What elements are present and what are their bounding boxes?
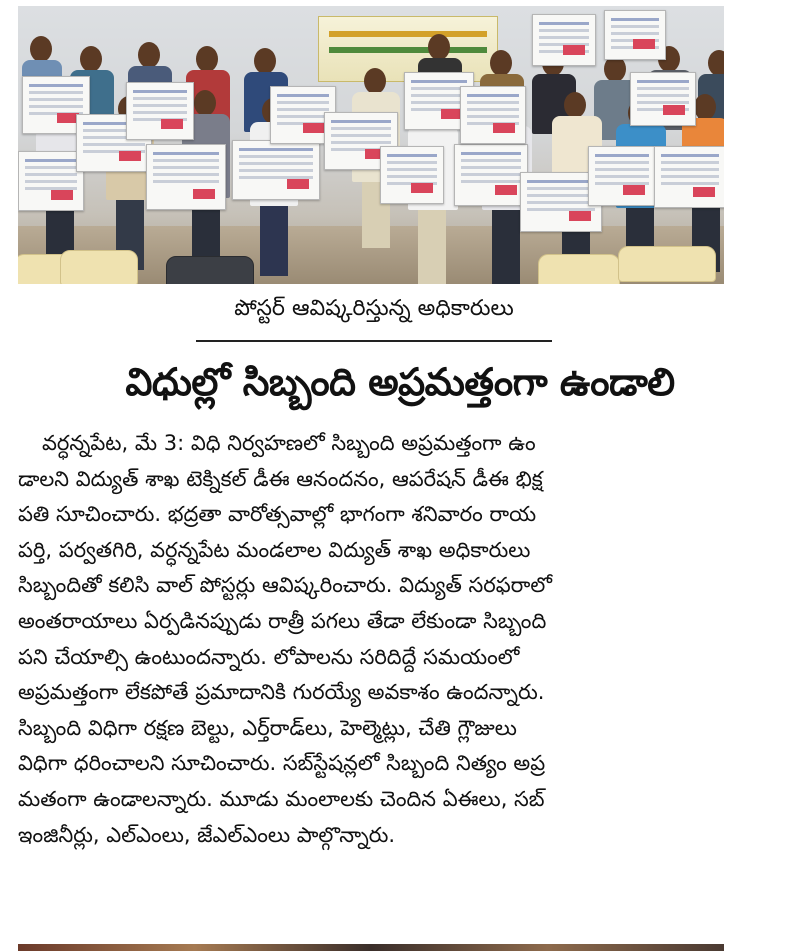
- photo-caption: పోస్టర్ ఆవిష్కరిస్తున్న అధికారులు: [234, 296, 514, 321]
- article-body: [18, 426, 730, 853]
- wall-poster: [460, 86, 526, 144]
- wall-poster: [588, 146, 656, 206]
- wall-poster: [532, 14, 596, 66]
- wall-poster: [454, 144, 528, 206]
- article-line: వర్ధన్నపేట, మే 3: విధి నిర్వహణలో సిబ్బంది అప్రమత్తంగా ఉం: [42, 431, 536, 455]
- plastic-chair: [166, 256, 254, 284]
- article-line: డాలని విద్యుత్ శాఖ టెక్నికల్ డీఈ ఆనందనం, ఆపరేషన్ డీఈ భిక్ష: [18, 466, 543, 491]
- wall-poster: [604, 10, 666, 60]
- article-line: పర్తి, పర్వతగిరి, వర్ధన్నపేట మండలాల విద్యుత్ శాఖ అధికారులు: [18, 537, 531, 562]
- plastic-chair: [538, 254, 620, 284]
- wall-poster: [380, 146, 444, 204]
- article-line: సిబ్బందితో కలిసి వాల్ పోస్టర్లు ఆవిష్కరించారు. విద్యుత్ సరఫరాలో: [18, 573, 552, 598]
- wall-poster: [232, 140, 320, 200]
- next-photo-edge: [18, 944, 724, 951]
- article-line: అప్రమత్తంగా లేకపోతే ప్రమాదానికి గురయ్యే అవకాశం ఉందన్నారు.: [18, 680, 545, 705]
- plastic-chair: [60, 250, 138, 284]
- news-photo: [18, 6, 724, 284]
- wall-poster: [18, 151, 84, 211]
- article-line: విధిగా ధరించాలని సూచించారు. సబ్‌స్టేషన్లలో సిబ్బంది నిత్యం అప్ర: [18, 751, 546, 776]
- article-line: మతంగా ఉండాలన్నారు. మూడు మంలాలకు చెందిన ఏఈలు, సబ్: [18, 786, 545, 811]
- article-line: పతి సూచించారు. భద్రతా వారోత్సవాల్లో భాగంగా శనివారం రాయ: [18, 502, 537, 527]
- article-line: అంతరాయాలు ఏర్పడినప్పుడు రాత్రీ పగలు తేడా లేకుండా సిబ్బంది: [18, 608, 547, 633]
- article-line: పని చేయాల్సి ఉంటుందన్నారు. లోపాలను సరిదిద్దే సమయంలో: [18, 644, 520, 669]
- article-line: సిబ్బంది విధిగా రక్షణ బెల్టు, ఎర్త్‌రాడ్‌లు, హెల్మెట్లు, చేతి గ్లౌజులు: [18, 715, 517, 740]
- article-headline: విధుల్లో సిబ్బంది అప్రమత్తంగా ఉండాలి: [125, 360, 675, 404]
- article-line: ఇంజినీర్లు, ఎల్‌ఎంలు, జేఎల్‌ఎంలు పాల్గొన్నారు.: [18, 822, 396, 847]
- wall-poster: [654, 146, 724, 208]
- wall-poster: [126, 82, 194, 140]
- caption-underline: [196, 340, 552, 342]
- plastic-chair: [618, 246, 716, 282]
- wall-poster: [630, 72, 696, 126]
- wall-poster: [146, 144, 226, 210]
